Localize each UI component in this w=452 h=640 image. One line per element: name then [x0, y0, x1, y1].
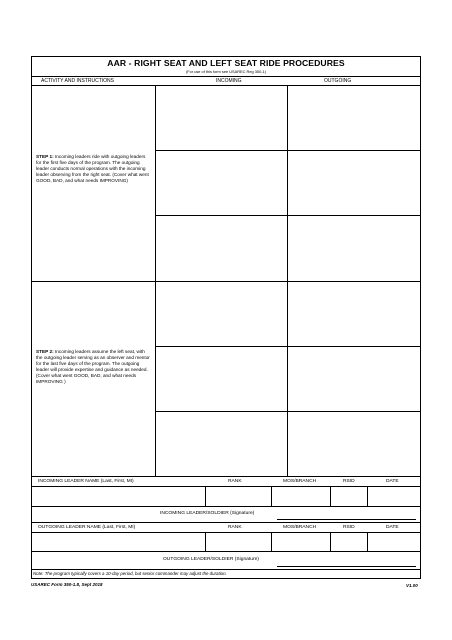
outgoing-mos-field[interactable]	[272, 533, 330, 551]
outgoing-rank-label: RANK	[228, 525, 242, 530]
outgoing-date-label: DATE	[386, 525, 399, 530]
step2-outgoing-cell-2[interactable]	[288, 347, 420, 411]
form-subtitle: (For use of this form see USAREC Reg 350-1)	[185, 69, 266, 74]
steps-bottom-divider	[31, 476, 421, 477]
outgoing-rank-field[interactable]	[206, 533, 271, 551]
outgoing-rsid-label: RSID	[343, 525, 355, 530]
incoming-rank-label: RANK	[228, 479, 242, 484]
step2-outgoing-cell-1[interactable]	[288, 282, 420, 346]
step-2-label: STEP 2:	[36, 349, 54, 354]
step1-incoming-cell-1[interactable]	[156, 86, 287, 150]
step2-incoming-cell-1[interactable]	[156, 282, 287, 346]
outgoing-date-field[interactable]	[368, 533, 420, 551]
activity-column-header: ACTIVITY AND INSTRUCTIONS	[41, 78, 114, 84]
form-number: USAREC Form 350-1.8, Sept 2018	[31, 582, 103, 587]
incoming-date-field[interactable]	[368, 487, 420, 506]
outgoing-fields-divider	[31, 551, 421, 552]
incoming-rank-field[interactable]	[206, 487, 271, 506]
step2-incoming-cell-3[interactable]	[156, 412, 287, 476]
outgoing-signature-label: OUTGOING LEADER/SOLDIER (Signature)	[163, 557, 259, 562]
step-1-instructions	[36, 154, 152, 184]
duration-note: Note: The program typically covers a 10-day period, but senior commander may adjust the duration.	[33, 571, 227, 576]
outgoing-name-label: OUTGOING LEADER NAME (Last, First, MI)	[38, 525, 136, 530]
step-1-label: STEP 1:	[36, 154, 54, 159]
incoming-rsid-label: RSID	[343, 479, 355, 484]
step1-incoming-cell-3[interactable]	[156, 216, 287, 281]
form-version: V1.00	[406, 583, 418, 588]
outgoing-column-header: OUTGOING	[324, 78, 352, 84]
step-2-instructions	[36, 349, 152, 386]
incoming-column-header: INCOMING	[216, 78, 242, 84]
step1-outgoing-cell-1[interactable]	[288, 86, 420, 150]
form-title: AAR - RIGHT SEAT AND LEFT SEAT RIDE PROCEDURES	[107, 58, 345, 68]
outgoing-rsid-field[interactable]	[331, 533, 367, 551]
outgoing-signature-line	[277, 566, 416, 567]
step2-incoming-cell-2[interactable]	[156, 347, 287, 411]
outgoing-signature-divider	[31, 569, 421, 570]
incoming-signature-divider	[31, 522, 421, 523]
step1-incoming-cell-2[interactable]	[156, 151, 287, 215]
incoming-name-field[interactable]	[32, 487, 205, 506]
step1-outgoing-cell-2[interactable]	[288, 151, 420, 215]
outgoing-name-field[interactable]	[32, 533, 205, 551]
title-divider	[31, 76, 421, 77]
incoming-signature-label: INCOMING LEADER/SOLDIER (Signature)	[160, 511, 255, 516]
outgoing-mos-label: MOS/BRANCH	[283, 525, 317, 530]
incoming-mos-field[interactable]	[272, 487, 330, 506]
incoming-mos-label: MOS/BRANCH	[283, 479, 317, 484]
incoming-signature-line	[277, 519, 416, 520]
step1-outgoing-cell-3[interactable]	[288, 216, 420, 281]
incoming-name-label: INCOMING LEADER NAME (Last, First, MI)	[38, 479, 134, 484]
incoming-rsid-field[interactable]	[331, 487, 367, 506]
incoming-fields-divider	[31, 506, 421, 507]
step-2-text: Incoming leaders assume the left seat, with the outgoing leader serving as an observer and mentor for the last five days of the program. The outgoing leader will provide expertise and guidance as needed. (Cover what went GOOD, BAD, and what needs IMPROVING )	[36, 349, 150, 385]
incoming-date-label: DATE	[386, 479, 399, 484]
step-1-text: Incoming leaders ride with outgoing leaders for the first five days of the program. The outgoing leader conducts normal operations with the incoming leader observing from the right seat. (Cover what went GOOD, BAD, and what needs IMPROVING)	[36, 154, 149, 184]
step2-outgoing-cell-3[interactable]	[288, 412, 420, 476]
